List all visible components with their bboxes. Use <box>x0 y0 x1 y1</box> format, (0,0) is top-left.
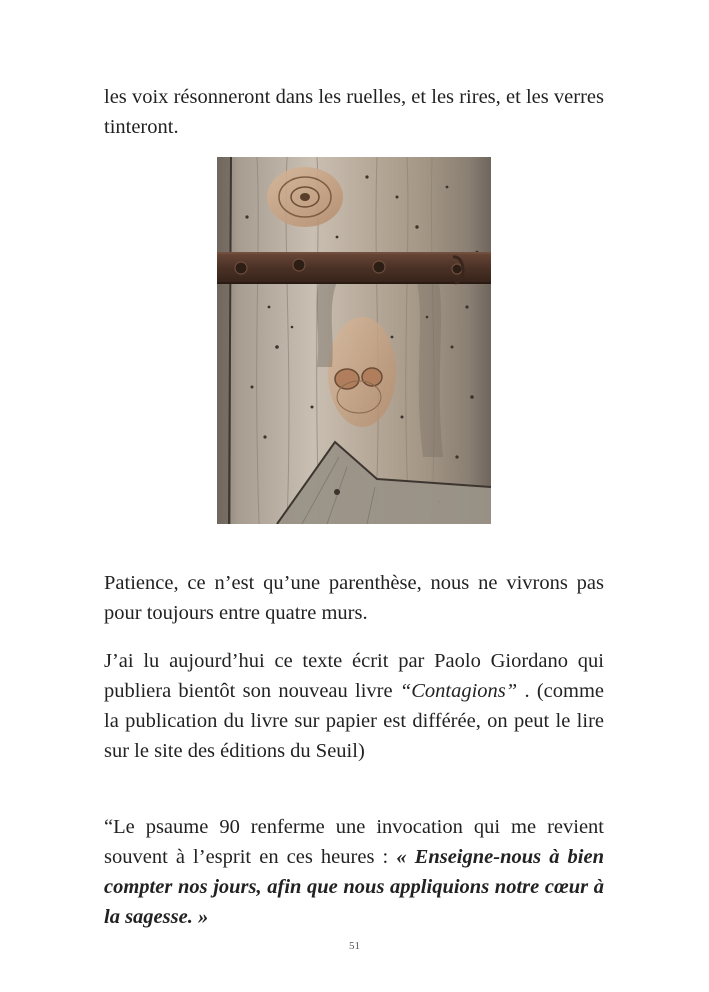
photo-weathered-wooden-door <box>217 157 491 524</box>
psalm-quote: « Enseigne-nous à bien compter nos jours, afin que nous appliquions notre cœur à la sagesse. » <box>104 846 604 928</box>
paragraph-giordano-note: . (comme la publication du livre sur papier est différée, on peut le lire sur le site des éditions du Seuil) <box>104 680 604 762</box>
book-title: “Contagions” <box>399 680 518 702</box>
paragraph-psalm-text: “Le psaume 90 renferme une invocation qui me revient souvent à l’esprit en ces heures : <box>104 816 604 868</box>
paragraph-psalm <box>104 812 604 932</box>
paragraph-giordano-text: J’ai lu aujourd’hui ce texte écrit par Paolo Giordano qui publiera bientôt son nouveau livre <box>104 650 604 702</box>
page-number: 51 <box>349 940 360 952</box>
paragraph-giordano <box>104 646 604 766</box>
paragraph-patience: Patience, ce n’est qu’une parenthèse, nous ne vivrons pas pour toujours entre quatre murs. <box>104 572 604 624</box>
paragraph-voices: les voix résonneront dans les ruelles, et les rires, et les verres tinteront. <box>104 86 604 138</box>
